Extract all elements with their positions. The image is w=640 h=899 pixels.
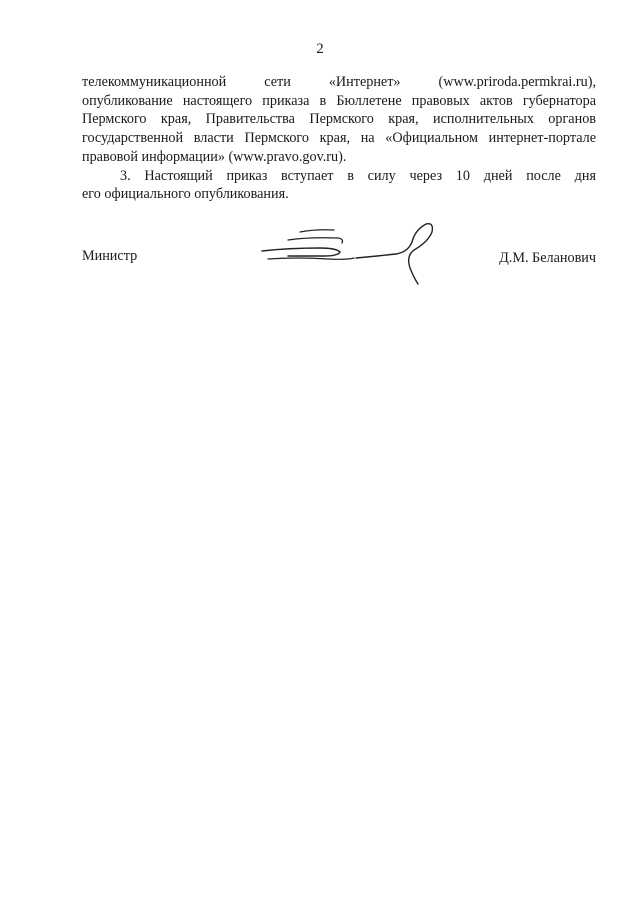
page-number: 2	[316, 41, 324, 57]
text-line: правовой информации» (www.pravo.gov.ru).	[82, 148, 347, 165]
paragraph-publication	[82, 73, 596, 167]
document-body	[82, 73, 596, 204]
text-line: его официального опубликования.	[82, 186, 289, 203]
text-line: Пермского края, Правительства Пермского края, исполнительных органов	[82, 111, 596, 128]
signatory-name: Д.М. Беланович	[499, 250, 596, 266]
text-line: государственной власти Пермского края, на «Официальном интернет-портале	[82, 130, 596, 147]
paragraph-effective-date	[82, 167, 596, 204]
signatory-title: Министр	[82, 248, 138, 264]
text-line: опубликование настоящего приказа в Бюллетене правовых актов губернатора	[82, 92, 596, 109]
text-line: 3. Настоящий приказ вступает в силу через 10 дней после дня	[120, 167, 596, 184]
text-line: телекоммуникационной сети «Интернет» (www.priroda.permkrai.ru),	[82, 74, 596, 90]
handwritten-signature	[258, 218, 438, 288]
signature-block	[82, 248, 596, 288]
